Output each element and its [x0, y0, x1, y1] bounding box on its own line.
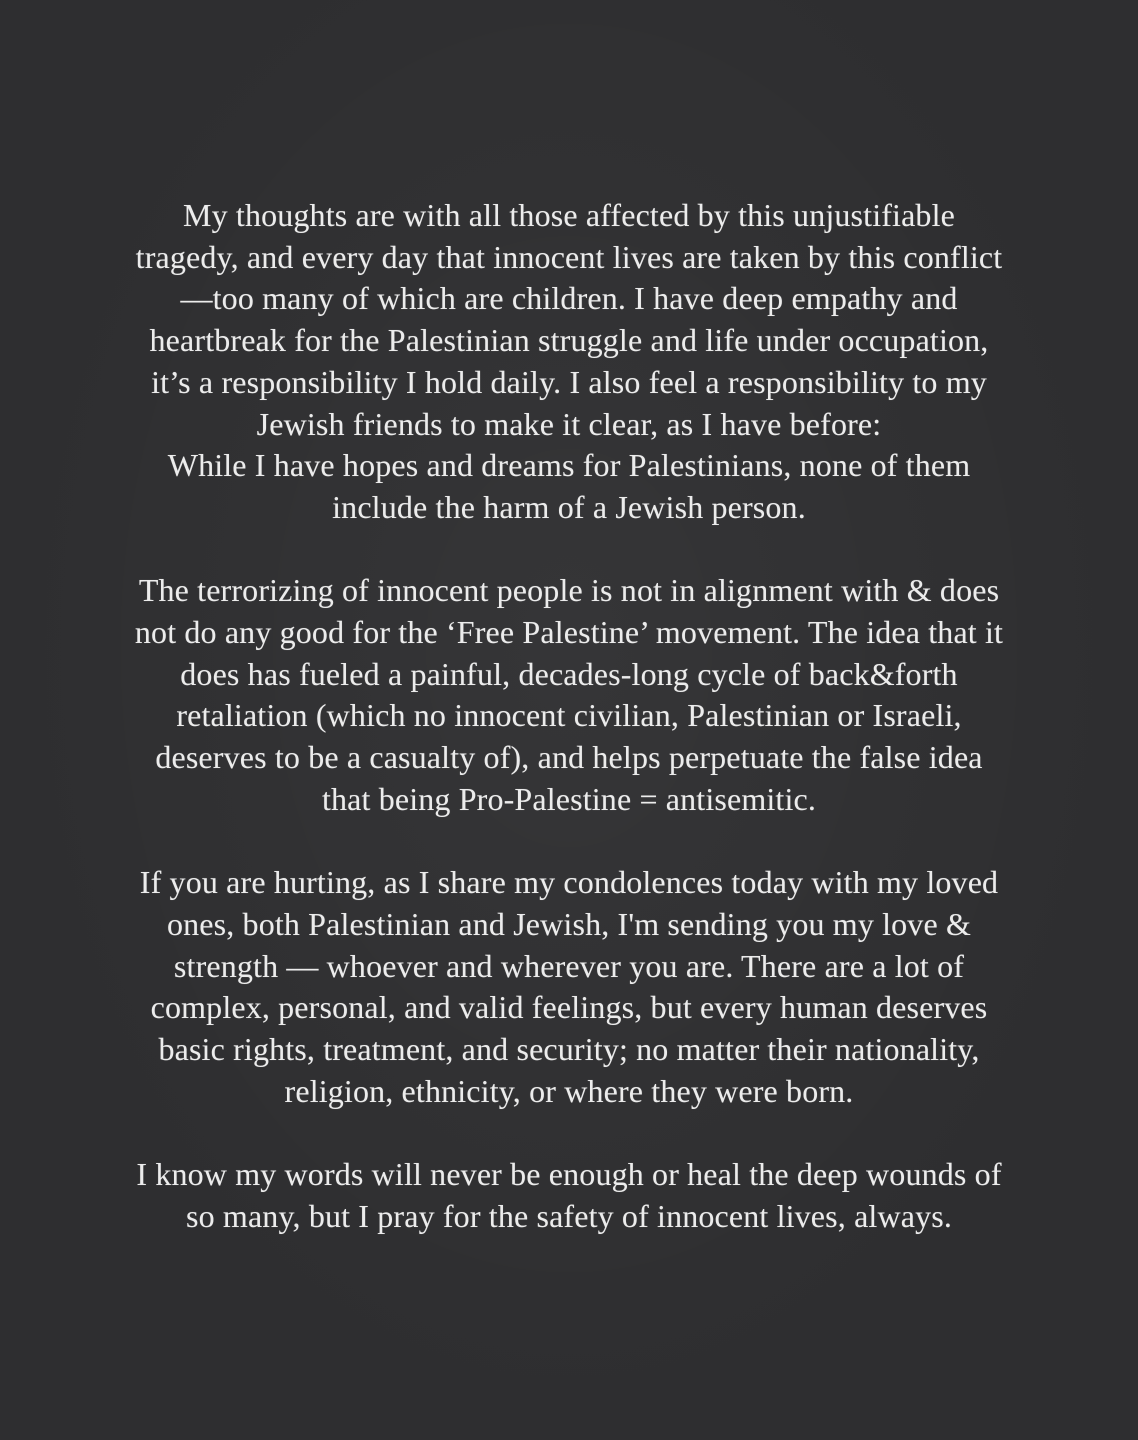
text-line: not do any good for the ‘Free Palestine’ movement. The idea that it [134, 614, 1004, 651]
text-line: My thoughts are with all those affected by this unjustifiable [183, 197, 955, 233]
text-line: so many, but I pray for the safety of innocent lives, always. [186, 1197, 952, 1234]
text-line: If you are hurting, as I share my condolences today with my loved [139, 864, 999, 901]
text-line: ones, both Palestinian and Jewish, I'm sending you my love & [166, 905, 971, 942]
text-line: retaliation (which no innocent civilian, Palestinian or Israeli, [176, 697, 962, 734]
paragraph-1 [0, 195, 1138, 529]
text-line: tragedy, and every day that innocent lives are taken by this conflict [135, 238, 1003, 275]
text-line: religion, ethnicity, or where they were born. [284, 1072, 854, 1109]
text-line: Jewish friends to make it clear, as I have before: [256, 405, 882, 442]
text-line: include the harm of a Jewish person. [332, 488, 806, 525]
text-line: The terrorizing of innocent people is not in alignment with & does [138, 572, 1000, 609]
paragraph-2 [0, 570, 1138, 820]
text-line: deserves to be a casualty of), and helps perpetuate the false idea [155, 739, 983, 776]
text-line: does has fueled a painful, decades-long cycle of back&forth [180, 655, 958, 692]
paragraph-3 [0, 862, 1138, 1112]
text-line: complex, personal, and valid feelings, but every human deserves [150, 989, 988, 1026]
text-line: While I have hopes and dreams for Palestinians, none of them [167, 447, 971, 484]
text-line: that being Pro-Palestine = antisemitic. [321, 780, 817, 817]
text-line: —too many of which are children. I have deep empathy and [180, 280, 958, 317]
paragraph-4 [0, 1154, 1138, 1237]
text-line: strength — whoever and wherever you are. There are a lot of [173, 947, 965, 984]
statement-text [0, 195, 1138, 1238]
text-line: I know my words will never be enough or heal the deep wounds of [136, 1156, 1002, 1193]
text-line: basic rights, treatment, and security; no matter their nationality, [158, 1031, 980, 1068]
text-line: it’s a responsibility I hold daily. I also feel a responsibility to my [151, 363, 987, 400]
text-line: heartbreak for the Palestinian struggle and life under occupation, [149, 322, 989, 359]
